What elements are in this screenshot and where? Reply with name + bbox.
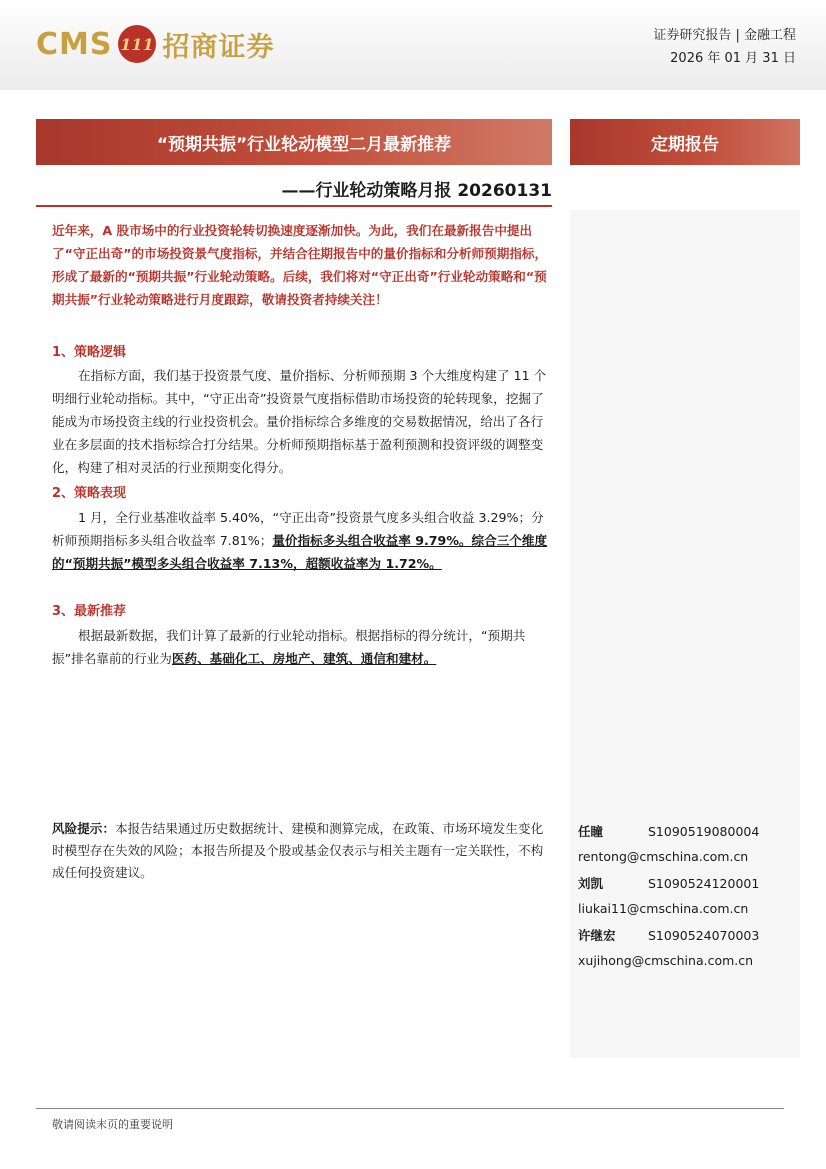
title-banner [36,119,552,165]
analyst-card [578,926,798,968]
analyst-email[interactable]: rentong@cmschina.com.cn [578,849,749,864]
header-meta [653,24,796,70]
section-3-text: 根据最新数据，我们计算了最新的行业轮动指标。根据指标的得分统计，“预期共振”排名靠前的行业为 [52,628,526,666]
page-subtitle: ——行业轮动策略月报 20260131 [281,181,552,201]
analyst-email[interactable]: xujihong@cmschina.com.cn [578,953,754,968]
section-1-body: 在指标方面，我们基于投资景气度、量价指标、分析师预期 3 个大维度构建了 11 个明细行业轮动指标。其中，“守正出奇”投资景气度指标借助市场投资的轮转现象，挖掘了能成为市场投资主线的行业投资机会。量价指标综合多维度的交易数据情况，给出了各行业在多层面的技术指标综合打分结果。分析师预期指标基于盈利预测和投资评级的调整变化，构建了相对灵活的行业预期变化得分。 [52,368,547,475]
footer-divider [36,1108,784,1109]
section-2-body [52,506,552,575]
report-type: 证券研究报告 | 金融工程 [653,28,796,43]
analyst-id: S1090524070003 [648,928,760,943]
analyst-name: 许继宏 [578,928,616,943]
report-date: 2026 年 01 月 31 日 [670,51,796,66]
section-3-body [52,624,552,670]
abstract: 近年来，A 股市场中的行业投资轮转切换速度逐渐加快。为此，我们在最新报告中提出了“守正出奇”的市场投资景气度指标，并结合往期报告中的量价指标和分析师预期指标，形成了最新的“预期共振”行业轮动策略。后续，我们将对“守正出奇”行业轮动策略和“预期共振”行业轮动策略进行月度跟踪，敬请投资者持续关注！ [52,223,548,307]
analyst-email[interactable]: liukai11@cmschina.com.cn [578,901,749,916]
page-title: “预期共振”行业轮动模型二月最新推荐 [156,134,452,155]
cms-logo [36,24,274,64]
section-heading-2: 2、策略表现 [52,486,127,501]
logo-cn-text: 招商证券 [162,31,275,63]
risk-label: 风险提示： [52,821,115,836]
section-heading-1: 1、策略逻辑 [52,345,127,360]
footer-note: 敬请阅读末页的重要说明 [52,1118,173,1131]
section-heading-3: 3、最新推荐 [52,604,127,619]
section-2-text: 1 月，全行业基准收益率 5.40%，“守正出奇”投资景气度多头组合收益 3.29%；分析师预期指标多头组合收益率 7.81%； [52,510,544,548]
logo-badge-icon [118,25,156,63]
risk-warning [52,818,552,884]
logo-text: CMS [36,26,113,62]
analyst-id: S1090524120001 [648,876,760,891]
logo-badge-text: 111 [120,35,155,54]
title-divider [36,205,552,207]
analyst-id: S1090519080004 [648,824,760,839]
sidebar-label: 定期报告 [570,119,800,165]
risk-text: 本报告结果通过历史数据统计、建模和测算完成，在政策、市场环境发生变化时模型存在失效的风险；本报告所提及个股或基金仅表示与相关主题有一定关联性，不构成任何投资建议。 [52,821,544,880]
analyst-card [578,822,798,864]
analyst-card [578,874,798,916]
analyst-name: 刘凯 [578,876,604,891]
section-3-highlight: 医药、基础化工、房地产、建筑、通信和建材。 [171,651,437,666]
analyst-name: 任瞳 [578,824,604,839]
section-2-highlight: 量价指标多头组合收益率 9.79%。综合三个维度的“预期共振”模型多头组合收益率 7.13%，超额收益率为 1.72%。 [52,533,548,571]
